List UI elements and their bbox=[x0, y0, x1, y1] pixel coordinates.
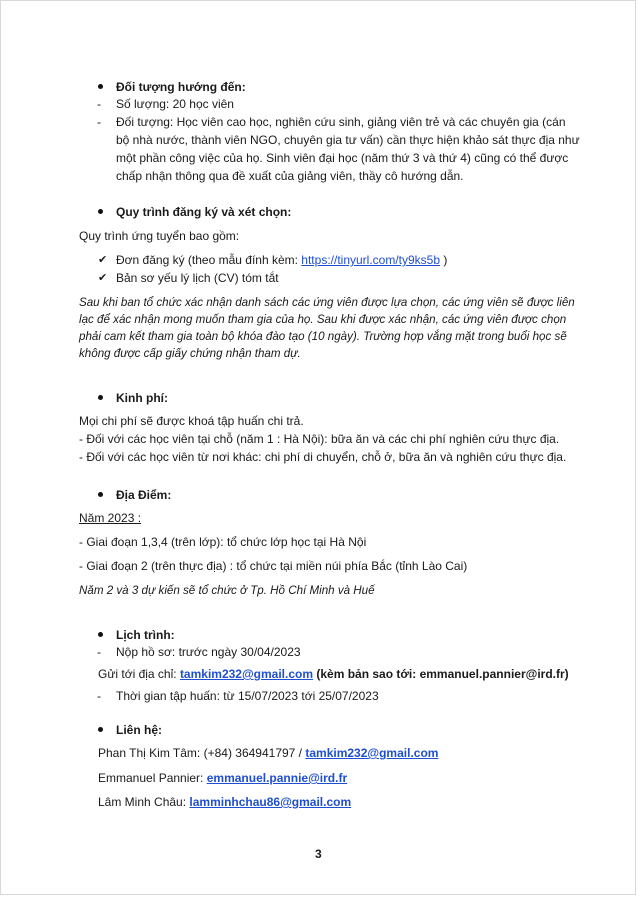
contact-email-link[interactable]: lamminhchau86@gmail.com bbox=[189, 795, 352, 809]
contact-heading: Liên hệ: bbox=[116, 723, 163, 737]
target-heading: Đối tượng hướng đến: bbox=[116, 80, 246, 94]
location-future: Năm 2 và 3 dự kiến sẽ tổ chức ở Tp. Hồ Chí Minh và Huế bbox=[79, 584, 375, 597]
contact-email-link[interactable]: tamkim232@gmail.com bbox=[305, 746, 439, 760]
location-phase: - Giai đoạn 1,3,4 (trên lớp): tổ chức lớp học tại Hà Nội bbox=[79, 535, 367, 549]
location-phase: - Giai đoạn 2 (trên thực địa) : tổ chức tại miền núi phía Bắc (tỉnh Lào Cai) bbox=[79, 559, 468, 573]
funding-line: Mọi chi phí sẽ được khoá tập huấn chi trả. bbox=[79, 414, 304, 428]
registration-note-line: không được cấp giấy chứng nhận tham dự. bbox=[79, 347, 301, 360]
schedule-deadline: Nộp hồ sơ: trước ngày 30/04/2023 bbox=[116, 645, 301, 659]
registration-intro: Quy trình ứng tuyển bao gồm: bbox=[79, 229, 240, 243]
bullet-icon bbox=[98, 84, 103, 89]
funding-line: - Đối với các học viên từ nơi khác: chi phí di chuyển, chỗ ở, bữa ăn và nghiên cứu thực địa. bbox=[79, 450, 567, 464]
page-number: 3 bbox=[315, 847, 322, 861]
target-audience-line: Đối tượng: Học viên cao học, nghiên cứu sinh, giảng viên trẻ và các chuyên gia (cán bbox=[116, 115, 566, 129]
contact-person-3: Lâm Minh Châu: lamminhchau86@gmail.com bbox=[98, 795, 352, 809]
schedule-send: Gửi tới địa chỉ: tamkim232@gmail.com (kèm bản sao tới: emmanuel.pannier@ird.fr) bbox=[98, 667, 569, 681]
send-email-link[interactable]: tamkim232@gmail.com bbox=[179, 667, 314, 681]
bullet-icon bbox=[98, 395, 103, 400]
target-audience-line: một phần công việc của họ. Sinh viên đại học (năm thứ 3 và thứ 4) cũng có thể được bbox=[116, 151, 569, 165]
registration-item-2: Bản sơ yếu lý lịch (CV) tóm tắt bbox=[116, 271, 279, 285]
schedule-heading: Lịch trình: bbox=[116, 628, 175, 642]
checkmark-icon: ✔ bbox=[98, 272, 108, 284]
registration-heading: Quy trình đăng ký và xét chọn: bbox=[116, 205, 292, 219]
bullet-icon bbox=[98, 209, 103, 214]
funding-line: - Đối với các học viên tại chỗ (năm 1 : Hà Nội): bữa ăn và các chi phí nghiên cứu thực địa. bbox=[79, 432, 560, 446]
bullet-icon bbox=[98, 727, 103, 732]
location-heading: Địa Điểm: bbox=[116, 488, 172, 502]
funding-heading: Kinh phí: bbox=[116, 391, 168, 405]
registration-item-1: Đơn đăng ký (theo mẫu đính kèm: https://tinyurl.com/ty9ks5b ) bbox=[116, 253, 448, 267]
bullet-icon bbox=[98, 632, 103, 637]
target-count: Số lượng: 20 học viên bbox=[116, 97, 234, 111]
checkmark-icon: ✔ bbox=[98, 254, 108, 266]
location-year: Năm 2023 : bbox=[79, 511, 142, 525]
form-link[interactable]: https://tinyurl.com/ty9ks5b bbox=[301, 253, 441, 267]
dash-marker: - bbox=[97, 115, 101, 129]
schedule-training: Thời gian tập huấn: từ 15/07/2023 tới 25/07/2023 bbox=[116, 689, 379, 703]
registration-note-line: Sau khi ban tổ chức xác nhận danh sách các ứng viên được lựa chọn, các ứng viên sẽ được liên bbox=[79, 296, 575, 309]
dash-marker: - bbox=[97, 645, 101, 659]
contact-email-link[interactable]: emmanuel.pannie@ird.fr bbox=[206, 771, 348, 785]
dash-marker: - bbox=[97, 97, 101, 111]
registration-note-line: lạc để xác nhận mong muốn tham gia của họ. Sau khi được xác nhận, các ứng viên được chọn bbox=[79, 313, 567, 326]
registration-note-line: phải cam kết tham gia toàn bộ khóa đào tạo (10 ngày). Trường hợp vắng mặt trong buổi học sẽ bbox=[79, 330, 567, 343]
contact-person-1: Phan Thị Kim Tâm: (+84) 364941797 / tamkim232@gmail.com bbox=[98, 746, 439, 760]
contact-person-2: Emmanuel Pannier: emmanuel.pannie@ird.fr bbox=[98, 771, 348, 785]
dash-marker: - bbox=[97, 689, 101, 703]
bullet-icon bbox=[98, 492, 103, 497]
target-audience-line: bộ nhà nước, thành viên NGO, chuyên gia tư vấn) cần thực hiện khảo sát thực địa như bbox=[116, 133, 580, 147]
target-audience-line: chấp nhận thông qua đề xuất của giảng viên, thầy cô hướng dẫn. bbox=[116, 169, 464, 183]
